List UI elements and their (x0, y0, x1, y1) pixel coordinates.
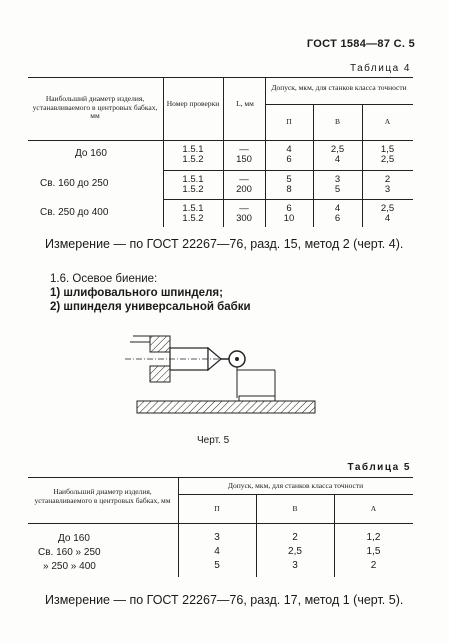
section-title: 1.6. Осевое биение: (50, 273, 158, 285)
table5-caption: Таблица 5 (347, 462, 411, 473)
table5-row1-size: До 160 (58, 533, 90, 544)
table5-row3-size: » 250 » 400 (43, 561, 96, 572)
table4-row1-v: 2,5 4 (330, 144, 345, 165)
table4-header-size: Наибольший диаметр изделия, устанавливаемого в центровых бабках, мм (32, 94, 158, 120)
table4-header-length: L, мм (236, 99, 254, 108)
table4-row2-a: 2 3 (384, 174, 391, 195)
figure-5-drawing (125, 328, 325, 428)
table4-header-tolerance: Допуск, мкм, для станков класса точности (271, 83, 407, 92)
table4-class-a: А (384, 117, 391, 126)
table4-header-check: Номер проверки (166, 99, 220, 108)
table4-row2-p: 5 8 (286, 174, 292, 195)
table4-row1-length: — 150 (236, 144, 252, 165)
section-item-2: 2) шпинделя универсальной бабки (50, 301, 251, 313)
table4-row1-p: 4 6 (286, 144, 292, 165)
page-header: ГОСТ 1584—87 С. 5 (306, 38, 415, 50)
table4-row2-length: — 200 (236, 174, 252, 195)
table4-class-p: П (286, 117, 292, 126)
measurement-note-1: Измерение — по ГОСТ 22267—76, разд. 15, метод 2 (черт. 4). (45, 237, 404, 251)
table5-class-v: В (292, 504, 298, 513)
table4-row3-v: 4 6 (334, 203, 341, 224)
table4-row3-length: — 300 (236, 203, 252, 224)
table5-row1-p: 3 (214, 532, 220, 543)
table4-row2-v: 3 5 (334, 174, 341, 195)
table4-caption: Таблица 4 (349, 63, 411, 74)
table5-row1-a: 1,2 (366, 532, 381, 543)
table4-row1-checks: 1.5.1 1.5.2 (182, 144, 204, 165)
table4-row3-p: 6 10 (283, 203, 295, 224)
table5-class-p: П (214, 504, 220, 513)
table4-row2-checks: 1.5.1 1.5.2 (182, 174, 204, 195)
table4-row1-a: 1,5 2,5 (380, 144, 395, 165)
table5-row3-v: 3 (292, 560, 298, 571)
table4-row1-size: До 160 (75, 148, 107, 159)
figure-caption: Черт. 5 (197, 435, 230, 446)
section-item-1: 1) шлифовального шпинделя; (50, 287, 223, 299)
table5-row2-size: Св. 160 » 250 (38, 547, 101, 558)
measurement-note-2: Измерение — по ГОСТ 22267—76, разд. 17, метод 1 (черт. 5). (45, 593, 404, 607)
table5-header-size: Наибольший диаметр изделия, устанавливаемого в центровых бабках, мм (34, 487, 171, 505)
section-1-6 (50, 272, 251, 314)
table5-row1-v: 2 (292, 532, 298, 543)
table5-row3-p: 5 (214, 560, 220, 571)
table5-row2-a: 1,5 (366, 546, 381, 557)
table5-header-tolerance: Допуск, мкм, для станков класса точности (227, 481, 364, 490)
table4-row3-checks: 1.5.1 1.5.2 (182, 203, 204, 224)
table4-class-v: В (334, 117, 340, 126)
table5-row3-a: 2 (370, 560, 377, 571)
table4-row3-a: 2,5 4 (380, 203, 395, 224)
table4-row2-size: Св. 160 до 250 (40, 178, 109, 189)
table4-row3-size: Св. 250 до 400 (40, 207, 109, 218)
table5-row2-p: 4 (214, 546, 220, 557)
table5-class-a: А (370, 504, 377, 513)
table5-row2-v: 2,5 (288, 546, 302, 557)
